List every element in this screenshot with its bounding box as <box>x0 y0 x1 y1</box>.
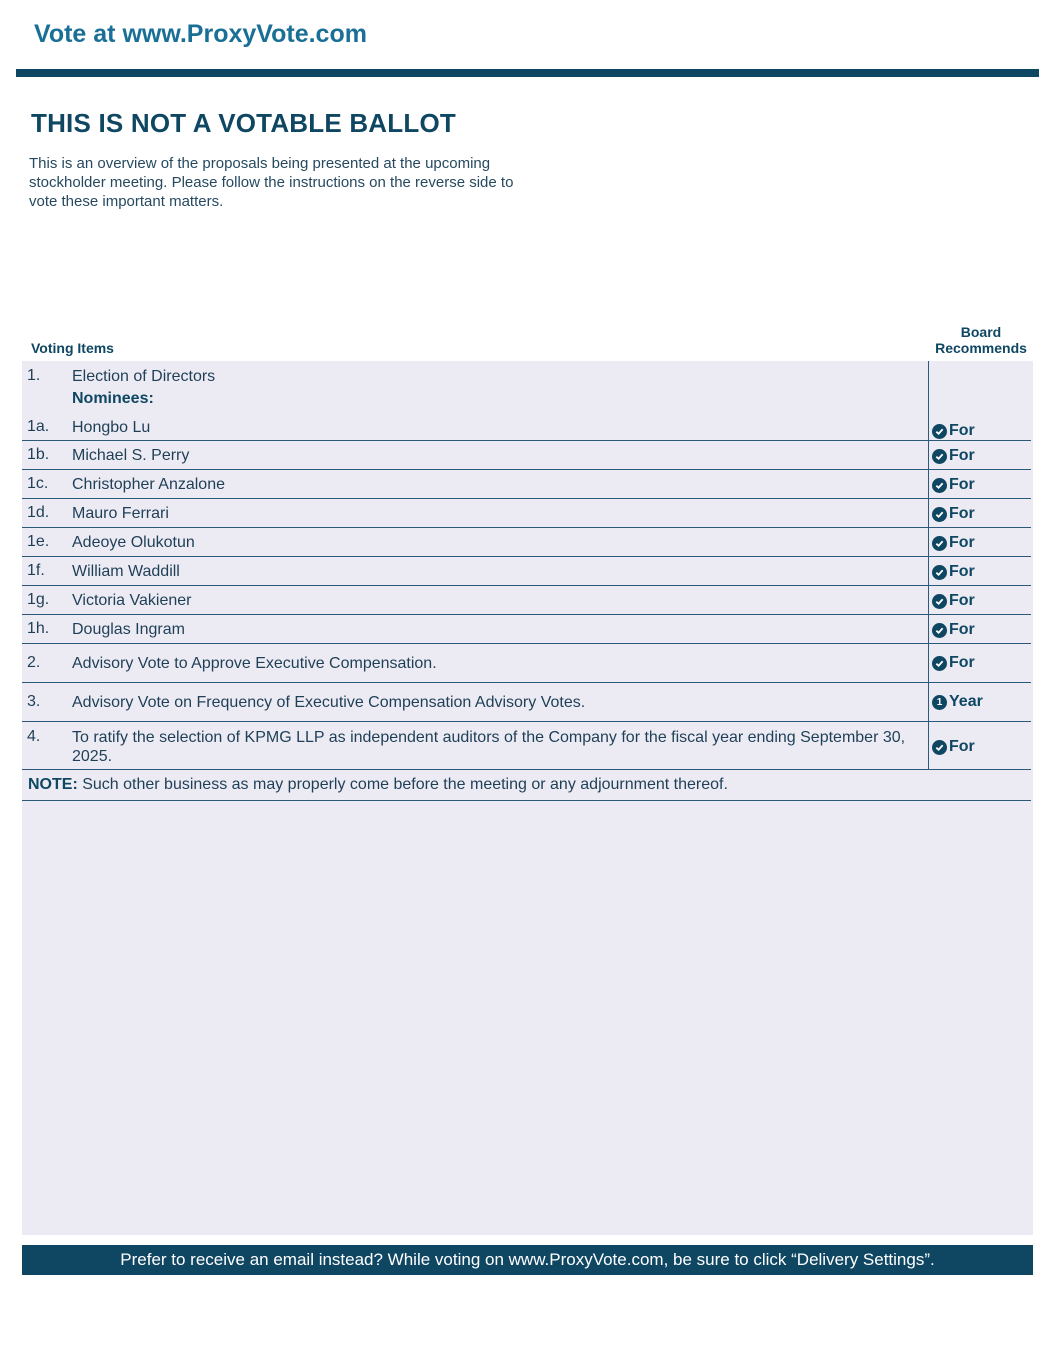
column-divider <box>928 361 929 770</box>
nominee-row <box>22 586 1031 615</box>
item-number: 4. <box>27 728 41 745</box>
item-number: 1d. <box>27 504 50 521</box>
item-row-2 <box>22 644 1031 683</box>
item-number: 1e. <box>27 533 50 550</box>
item-number: 1f. <box>27 562 45 579</box>
check-circle-icon <box>932 507 947 522</box>
item-number: 1b. <box>27 446 50 463</box>
nominee-name: Adeoye Olukotun <box>72 534 195 551</box>
board-recommendation: For <box>932 592 975 610</box>
item-row-4 <box>22 722 1031 770</box>
board-recommendation: For <box>932 476 975 494</box>
item-label: Election of Directors <box>72 368 216 385</box>
nominee-row <box>22 615 1031 644</box>
nominee-name: Mauro Ferrari <box>72 505 169 522</box>
board-recommendation: For <box>932 505 975 523</box>
note-row <box>22 770 1031 801</box>
nominee-row <box>22 557 1031 586</box>
item-label: To ratify the selection of KPMG LLP as independent auditors of the Company for the fiscal year ending September 30, 2025. <box>72 729 906 765</box>
note-text: NOTE: Such other business as may properly come before the meeting or any adjournment thereof. <box>28 776 728 793</box>
nominee-row <box>22 441 1031 470</box>
item-label: Advisory Vote on Frequency of Executive Compensation Advisory Votes. <box>72 694 586 711</box>
check-circle-icon <box>932 478 947 493</box>
nominee-name: Douglas Ingram <box>72 621 185 638</box>
item-number: 3. <box>27 693 41 710</box>
nominee-row <box>22 470 1031 499</box>
check-circle-icon <box>932 536 947 551</box>
check-circle-icon <box>932 656 947 671</box>
board-recommendation: For <box>932 738 975 756</box>
item-number: 1h. <box>27 620 50 637</box>
item-number: 2. <box>27 654 41 671</box>
board-recommendation: For <box>932 654 975 672</box>
board-recommends-header: Board Recommends <box>935 324 1027 356</box>
item-number: 1. <box>27 367 41 384</box>
item-number: 1g. <box>27 591 50 608</box>
check-circle-icon <box>932 449 947 464</box>
check-circle-icon <box>932 424 947 439</box>
page-title: THIS IS NOT A VOTABLE BALLOT <box>31 108 456 138</box>
item-label: Advisory Vote to Approve Executive Compensation. <box>72 655 437 672</box>
delivery-settings-banner: Prefer to receive an email instead? While voting on www.ProxyVote.com, be sure to click “Delivery Settings”. <box>22 1245 1033 1275</box>
board-recommendation: For <box>932 621 975 639</box>
board-recommendation: For <box>932 534 975 552</box>
check-circle-icon <box>932 565 947 580</box>
nominee-row <box>22 499 1031 528</box>
nominee-name: Christopher Anzalone <box>72 476 225 493</box>
nominee-name: Michael S. Perry <box>72 447 190 464</box>
item-row-1 <box>22 366 1031 416</box>
nominee-row <box>22 528 1031 557</box>
item-number: 1a. <box>27 418 50 435</box>
voting-items-header: Voting Items <box>31 340 114 356</box>
header-bar <box>16 69 1039 77</box>
nominees-subheading: Nominees: <box>72 390 154 407</box>
vote-link[interactable]: Vote at www.ProxyVote.com <box>34 20 367 48</box>
item-number: 1c. <box>27 475 49 492</box>
board-recommendation: For <box>932 563 975 581</box>
item-row-3 <box>22 683 1031 722</box>
board-recommendation: For <box>932 447 975 465</box>
board-recommendation: 1 Year <box>932 693 983 711</box>
check-circle-icon <box>932 594 947 609</box>
nominee-name: Victoria Vakiener <box>72 592 192 609</box>
nominee-row <box>22 416 1031 441</box>
nominee-name: William Waddill <box>72 563 180 580</box>
nominee-name: Hongbo Lu <box>72 419 151 436</box>
board-recommendation: For <box>932 422 975 440</box>
intro-text: This is an overview of the proposals being presented at the upcoming stockholder meeting. Please follow the instructions on the reverse side to vote these important matters. <box>29 155 514 210</box>
check-circle-icon <box>932 740 947 755</box>
check-circle-icon <box>932 623 947 638</box>
number-one-icon: 1 <box>932 695 947 710</box>
